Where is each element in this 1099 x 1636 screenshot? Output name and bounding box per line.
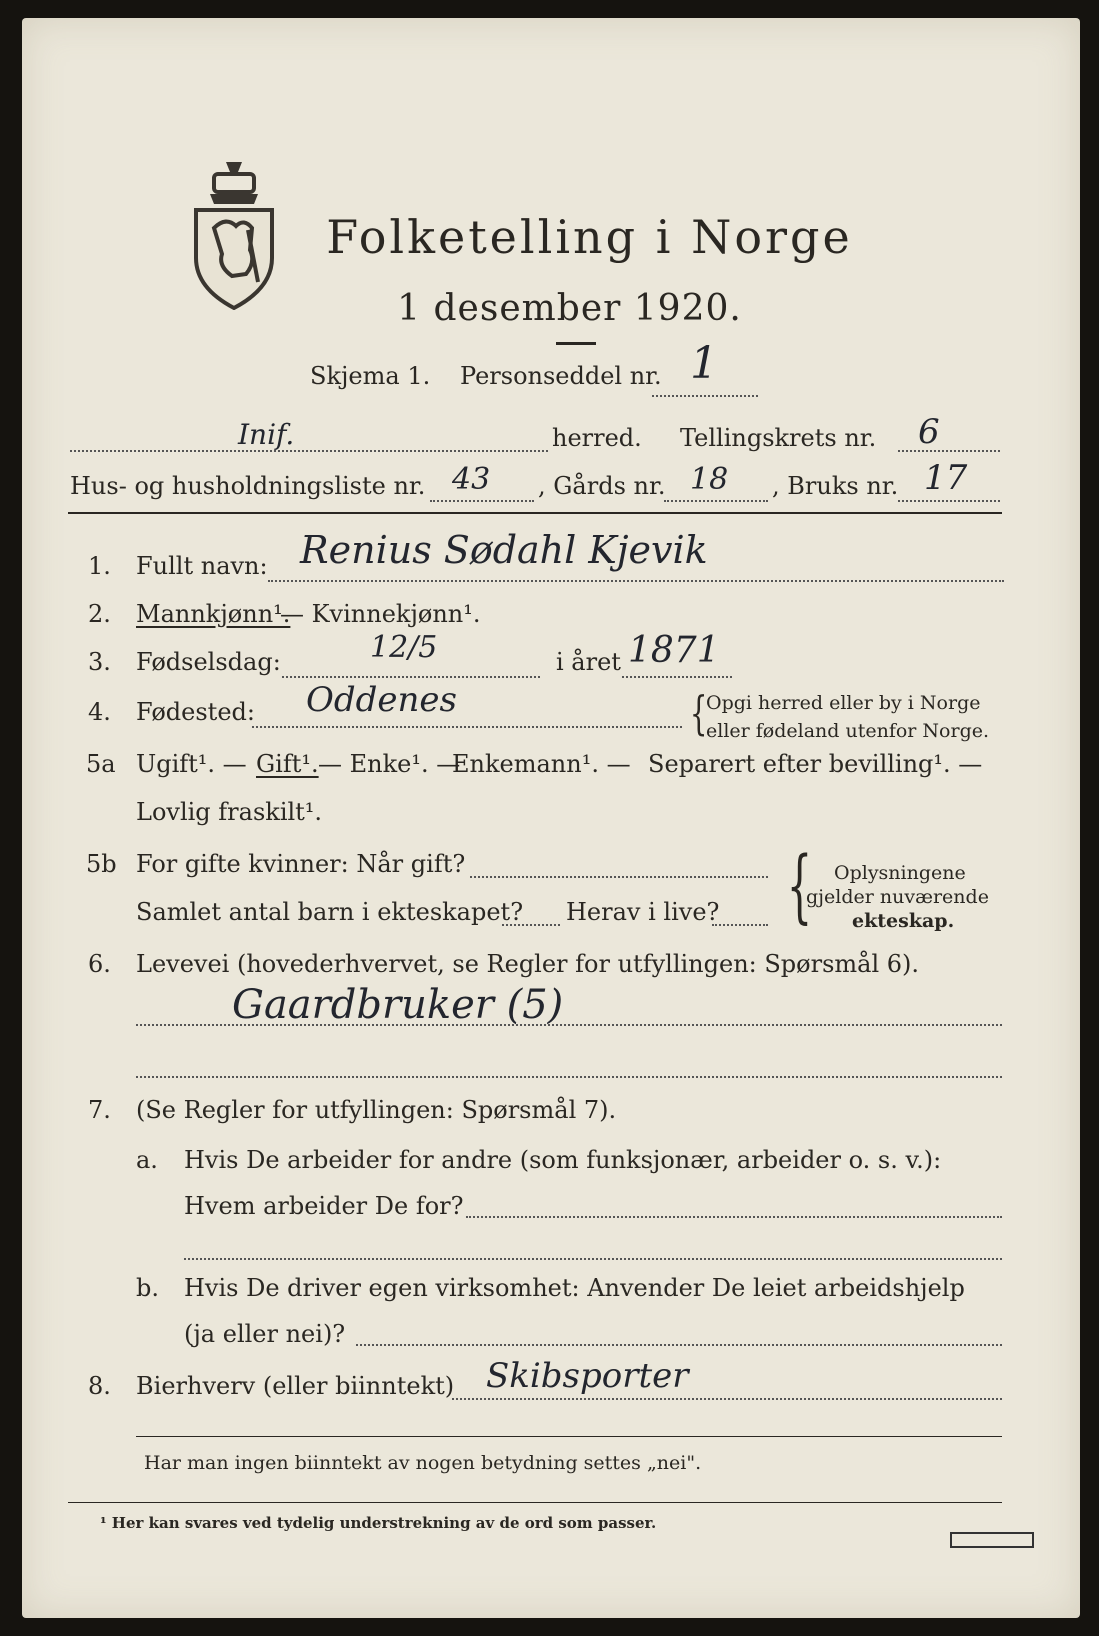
civil-enkemann-option[interactable]: Enkemann¹. —: [452, 750, 631, 778]
side-income-note: Har man ingen biinntekt av nogen betydning settes „nei".: [144, 1452, 702, 1474]
q4-number: 4.: [88, 698, 111, 726]
herred-field[interactable]: [70, 450, 548, 452]
q8-number: 8.: [88, 1372, 111, 1400]
q7a-employer-label: Hvem arbeider De for?: [184, 1192, 464, 1220]
herred-label: herred.: [552, 424, 642, 452]
tellingskrets-field[interactable]: [898, 450, 1000, 452]
occupation-field-2[interactable]: [136, 1076, 1002, 1078]
q7b-hired-label: (ja eller nei)?: [184, 1320, 346, 1348]
q6-label: Levevei (hovederhvervet, se Regler for utfyllingen: Spørsmål 6).: [136, 950, 920, 978]
full-name-value: Renius Sødahl Kjevik: [300, 528, 708, 572]
birth-year-field[interactable]: [622, 676, 732, 678]
civil-ugift-option[interactable]: Ugift¹. —: [136, 750, 247, 778]
marriage-note-2: gjelder nuværende: [806, 886, 989, 908]
tellingskrets-value: 6: [918, 412, 940, 452]
birthday-value: 12/5: [370, 630, 438, 665]
gards-field[interactable]: [664, 500, 768, 502]
q1-label: Fullt navn:: [136, 552, 268, 580]
q7-number: 7.: [88, 1096, 111, 1124]
q3-label: Fødselsdag:: [136, 648, 281, 676]
civil-enke-option[interactable]: — Enke¹. —: [318, 750, 461, 778]
q6-number: 6.: [88, 950, 111, 978]
civil-fraskilt-option[interactable]: Lovlig fraskilt¹.: [136, 798, 323, 826]
occupation-value: Gaardbruker (5): [232, 982, 564, 1028]
herred-value: Inif.: [238, 418, 295, 451]
q8-label: Bierhverv (eller biinntekt): [136, 1372, 455, 1400]
q2-number: 2.: [88, 600, 111, 628]
birthplace-brace: {: [689, 686, 708, 740]
title-divider: [556, 342, 596, 345]
bruks-field[interactable]: [898, 500, 1000, 502]
marriage-brace: {: [786, 839, 813, 932]
gards-value: 18: [690, 462, 729, 497]
children-alive-field[interactable]: [712, 924, 768, 926]
printer-stamp: [950, 1532, 1034, 1548]
children-total-field[interactable]: [502, 924, 560, 926]
q5a-number: 5a: [86, 750, 116, 778]
schema-label: Skjema 1.: [310, 362, 431, 390]
tellingskrets-label: Tellingskrets nr.: [680, 424, 877, 452]
hired-help-field[interactable]: [356, 1344, 1002, 1346]
marriage-note-1: Oplysningene: [834, 862, 966, 884]
birthday-field[interactable]: [282, 676, 540, 678]
q7-label: (Se Regler for utfyllingen: Spørsmål 7).: [136, 1096, 617, 1124]
gender-male-option[interactable]: Mannkjønn¹.: [136, 600, 291, 628]
q1-number: 1.: [88, 552, 111, 580]
husholdningsliste-value: 43: [452, 462, 491, 497]
q3-number: 3.: [88, 648, 111, 676]
footnote-divider: [68, 1502, 1002, 1503]
husholdningsliste-label: Hus- og husholdningsliste nr.: [70, 472, 426, 500]
children-alive-label: Herav i live?: [566, 898, 720, 926]
header-divider: [68, 512, 1002, 514]
personseddel-field[interactable]: [652, 395, 758, 397]
personseddel-value: 1: [690, 338, 718, 389]
birthplace-value: Oddenes: [306, 680, 457, 720]
form-title: Folketelling i Norge: [326, 210, 853, 264]
civil-gift-option[interactable]: Gift¹.: [256, 750, 319, 778]
side-income-value: Skibsporter: [486, 1356, 689, 1396]
q7b-text: Hvis De driver egen virksomhet: Anvender De leiet arbeidshjelp: [184, 1274, 965, 1302]
gender-female-option[interactable]: — Kvinnekjønn¹.: [280, 600, 481, 628]
footnote: ¹ Her kan svares ved tydelig understrekning av de ord som passer.: [100, 1514, 657, 1532]
full-name-field[interactable]: [268, 580, 1004, 582]
employer-field[interactable]: [466, 1216, 1002, 1218]
marriage-note-3: ekteskap.: [852, 910, 955, 932]
bruks-label: , Bruks nr.: [772, 472, 899, 500]
birthplace-note-2: eller fødeland utenfor Norge.: [706, 720, 990, 742]
birthplace-note-1: Opgi herred eller by i Norge: [706, 692, 981, 714]
footer-rule: [136, 1436, 1002, 1437]
married-when-label: For gifte kvinner: Når gift?: [136, 850, 466, 878]
husholdningsliste-field[interactable]: [430, 500, 534, 502]
q7a-text: Hvis De arbeider for andre (som funksjonær, arbeider o. s. v.):: [184, 1146, 942, 1174]
birth-year-value: 1871: [628, 630, 720, 671]
employer-field-2[interactable]: [184, 1258, 1002, 1260]
civil-separert-option[interactable]: Separert efter bevilling¹. —: [648, 750, 983, 778]
personseddel-label: Personseddel nr.: [460, 362, 662, 390]
form-date: 1 desember 1920.: [397, 288, 742, 329]
gards-label: , Gårds nr.: [538, 472, 666, 500]
q5b-number: 5b: [86, 850, 117, 878]
year-label: i året: [556, 648, 621, 676]
q7a-letter: a.: [136, 1146, 158, 1174]
q4-label: Fødested:: [136, 698, 255, 726]
q7b-letter: b.: [136, 1274, 159, 1302]
side-income-field[interactable]: [452, 1398, 1002, 1400]
birthplace-field[interactable]: [252, 726, 682, 728]
married-when-field[interactable]: [470, 876, 768, 878]
children-total-label: Samlet antal barn i ekteskapet?: [136, 898, 524, 926]
bruks-value: 17: [924, 458, 968, 498]
